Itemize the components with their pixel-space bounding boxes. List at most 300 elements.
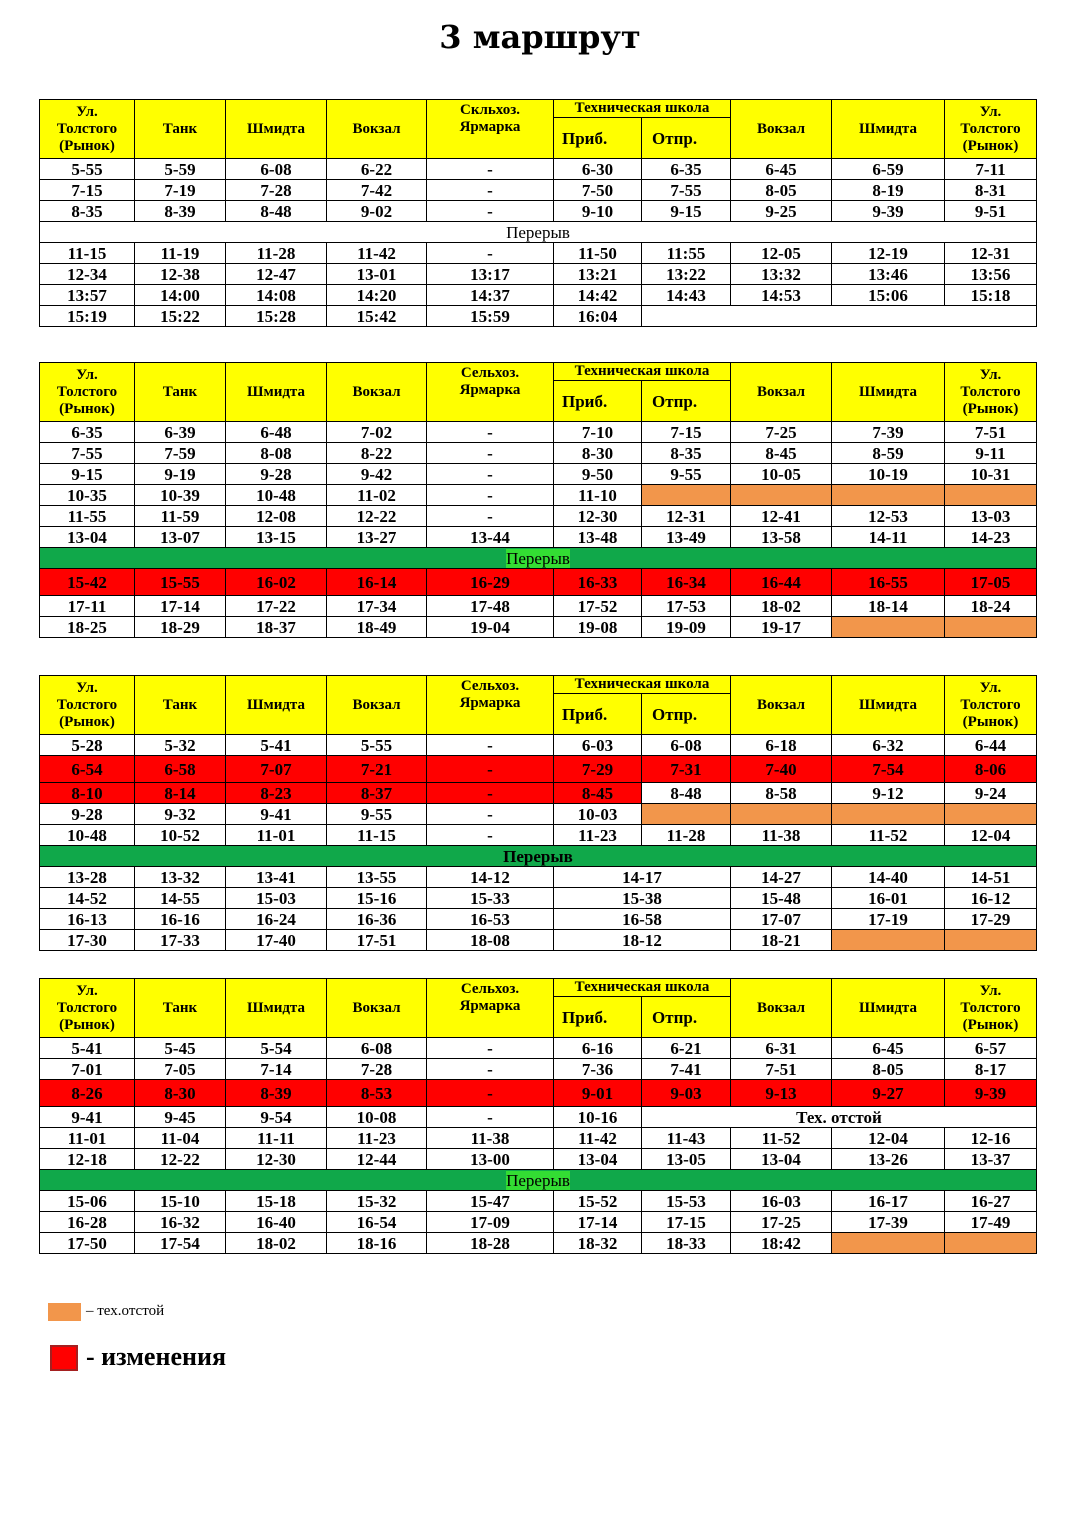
time-cell: -: [427, 756, 554, 783]
time-cell: -: [427, 804, 554, 825]
time-cell: 7-55: [642, 180, 731, 201]
time-cell: 13-15: [226, 527, 327, 548]
time-cell: 18-28: [427, 1233, 554, 1254]
time-cell: 8-48: [226, 201, 327, 222]
time-cell: 17-09: [427, 1212, 554, 1233]
time-cell: 17-14: [135, 596, 226, 617]
time-cell: -: [427, 1038, 554, 1059]
time-cell: 15-06: [40, 1191, 135, 1212]
time-cell: 9-54: [226, 1107, 327, 1128]
table-row: [40, 909, 1037, 930]
time-cell: 11-28: [642, 825, 731, 846]
time-cell: 13-44: [427, 527, 554, 548]
time-cell: 16-53: [427, 909, 554, 930]
time-cell: 7-31: [642, 756, 731, 783]
time-cell: 13:22: [642, 264, 731, 285]
time-cell: -: [427, 201, 554, 222]
time-cell: 16-58: [554, 909, 731, 930]
header-arrival: Приб.: [554, 997, 642, 1038]
table-row: [40, 222, 1037, 243]
time-cell: 10-31: [945, 464, 1037, 485]
time-cell: 17-11: [40, 596, 135, 617]
header-shmidta: Шмидта: [226, 676, 327, 735]
time-cell: 8-30: [135, 1080, 226, 1107]
layover-cell: [832, 1233, 945, 1254]
header-arrival: Приб.: [554, 381, 642, 422]
header-vokzal-return: Вокзал: [731, 676, 832, 735]
time-cell: 5-55: [40, 159, 135, 180]
time-cell: 18:42: [731, 1233, 832, 1254]
time-cell: 9-32: [135, 804, 226, 825]
time-cell: 14-51: [945, 867, 1037, 888]
time-cell: 7-28: [327, 1059, 427, 1080]
time-cell: 11-55: [40, 506, 135, 527]
time-cell: 7-15: [642, 422, 731, 443]
header-tolstogo-end: Ул. Толстого (Рынок): [945, 676, 1037, 735]
table-row: [40, 1107, 1037, 1128]
time-cell: 18-21: [731, 930, 832, 951]
time-cell: 10-35: [40, 485, 135, 506]
time-cell: 9-41: [40, 1107, 135, 1128]
time-cell: 8-06: [945, 756, 1037, 783]
time-cell: 8-19: [832, 180, 945, 201]
time-cell: 11-43: [642, 1128, 731, 1149]
header-arrival: Приб.: [554, 118, 642, 159]
table-row: [40, 1170, 1037, 1191]
time-cell: 18-25: [40, 617, 135, 638]
time-cell: 8-45: [554, 783, 642, 804]
time-cell: 7-54: [832, 756, 945, 783]
table-row: [40, 306, 1037, 327]
time-cell: 8-39: [135, 201, 226, 222]
time-cell: 16-02: [226, 569, 327, 596]
time-cell: -: [427, 1080, 554, 1107]
schedule-table-2: [39, 362, 1037, 638]
table-row: [40, 617, 1037, 638]
time-cell: 15-03: [226, 888, 327, 909]
time-cell: 10-03: [554, 804, 642, 825]
time-cell: 9-51: [945, 201, 1037, 222]
time-cell: 7-28: [226, 180, 327, 201]
table-row: [40, 159, 1037, 180]
time-cell: 12-22: [135, 1149, 226, 1170]
time-cell: 12-04: [832, 1128, 945, 1149]
time-cell: 6-30: [554, 159, 642, 180]
time-cell: 10-05: [731, 464, 832, 485]
time-cell: 7-36: [554, 1059, 642, 1080]
time-cell: 14-12: [427, 867, 554, 888]
time-cell: 5-28: [40, 735, 135, 756]
time-cell: 18-16: [327, 1233, 427, 1254]
time-cell: -: [427, 159, 554, 180]
break-label: Перерыв: [503, 846, 573, 866]
table-row: [40, 180, 1037, 201]
break-label: Перерыв: [506, 548, 570, 568]
time-cell: 17-49: [945, 1212, 1037, 1233]
layover-cell: [945, 930, 1037, 951]
time-cell: 8-23: [226, 783, 327, 804]
legend-layover-label: – тех.отстой: [86, 1303, 165, 1319]
time-cell: 8-35: [40, 201, 135, 222]
time-cell: 11-23: [554, 825, 642, 846]
table-row: [40, 485, 1037, 506]
time-cell: 12-05: [731, 243, 832, 264]
time-cell: 13-32: [135, 867, 226, 888]
layover-cell: [945, 617, 1037, 638]
header-tank: Танк: [135, 363, 226, 422]
time-cell: 15-42: [40, 569, 135, 596]
time-cell: 18-02: [226, 1233, 327, 1254]
header-vokzal-return: Вокзал: [731, 363, 832, 422]
time-cell: 6-08: [226, 159, 327, 180]
header-tolstogo-start: Ул. Толстого (Рынок): [40, 100, 135, 159]
layover-cell: [832, 930, 945, 951]
time-cell: 8-26: [40, 1080, 135, 1107]
time-cell: 8-05: [731, 180, 832, 201]
header-tolstogo-start: Ул. Толстого (Рынок): [40, 363, 135, 422]
time-cell: -: [427, 485, 554, 506]
time-cell: 9-28: [40, 804, 135, 825]
time-cell: 12-19: [832, 243, 945, 264]
time-cell: 16-32: [135, 1212, 226, 1233]
time-cell: 12-18: [40, 1149, 135, 1170]
time-cell: 18-32: [554, 1233, 642, 1254]
layover-cell: [642, 485, 731, 506]
time-cell: 19-09: [642, 617, 731, 638]
time-cell: 8-10: [40, 783, 135, 804]
time-cell: 9-28: [226, 464, 327, 485]
table-row: [40, 506, 1037, 527]
time-cell: 8-35: [642, 443, 731, 464]
table-row: [40, 888, 1037, 909]
time-cell: 9-55: [642, 464, 731, 485]
time-cell: 5-45: [135, 1038, 226, 1059]
time-cell: 17-53: [642, 596, 731, 617]
time-cell: 9-12: [832, 783, 945, 804]
time-cell: 5-59: [135, 159, 226, 180]
table-row: [40, 1059, 1037, 1080]
time-cell: 8-05: [832, 1059, 945, 1080]
time-cell: 13:56: [945, 264, 1037, 285]
header-departure: Отпр.: [642, 381, 731, 422]
layover-cell: [945, 804, 1037, 825]
time-cell: 16-34: [642, 569, 731, 596]
header-shmidta-return: Шмидта: [832, 979, 945, 1038]
time-cell: 7-25: [731, 422, 832, 443]
time-cell: 10-48: [226, 485, 327, 506]
time-cell: 6-45: [731, 159, 832, 180]
time-cell: 14:37: [427, 285, 554, 306]
time-cell: 12-16: [945, 1128, 1037, 1149]
time-cell: 8-58: [731, 783, 832, 804]
time-cell: 15-18: [226, 1191, 327, 1212]
time-cell: 11-23: [327, 1128, 427, 1149]
header-selkhoz: Сельхоз. Ярмарка: [427, 979, 554, 1038]
time-cell: 12-34: [40, 264, 135, 285]
time-cell: 15-52: [554, 1191, 642, 1212]
table-row: [40, 756, 1037, 783]
time-cell: 13-28: [40, 867, 135, 888]
table-row: [40, 285, 1037, 306]
time-cell: 13-07: [135, 527, 226, 548]
time-cell: 12-30: [554, 506, 642, 527]
header-shmidta-return: Шмидта: [832, 676, 945, 735]
time-cell: 7-15: [40, 180, 135, 201]
time-cell: 8-17: [945, 1059, 1037, 1080]
time-cell: 11-52: [731, 1128, 832, 1149]
time-cell: 13-41: [226, 867, 327, 888]
time-cell: 12-47: [226, 264, 327, 285]
layover-cell: [731, 485, 832, 506]
time-cell: 6-45: [832, 1038, 945, 1059]
time-cell: 9-55: [327, 804, 427, 825]
time-cell: 13:46: [832, 264, 945, 285]
break-row: [40, 222, 1037, 243]
time-cell: 8-59: [832, 443, 945, 464]
table-row: [40, 1233, 1037, 1254]
time-cell: 15-53: [642, 1191, 731, 1212]
header-vokzal: Вокзал: [327, 363, 427, 422]
time-cell: 9-15: [642, 201, 731, 222]
time-cell: 11-02: [327, 485, 427, 506]
time-cell: 14:08: [226, 285, 327, 306]
table-row: [40, 1080, 1037, 1107]
time-cell: 5-41: [40, 1038, 135, 1059]
table-row: [40, 804, 1037, 825]
empty-cell: [642, 306, 1037, 327]
time-cell: 7-51: [731, 1059, 832, 1080]
time-cell: 7-51: [945, 422, 1037, 443]
time-cell: 7-29: [554, 756, 642, 783]
header-arrival: Приб.: [554, 694, 642, 735]
time-cell: 6-03: [554, 735, 642, 756]
time-cell: 15-48: [731, 888, 832, 909]
schedule-table-4: [39, 978, 1037, 1254]
header-shmidta: Шмидта: [226, 363, 327, 422]
header-selkhoz: Сельхоз. Ярмарка: [427, 363, 554, 422]
time-cell: 6-57: [945, 1038, 1037, 1059]
time-cell: 17-33: [135, 930, 226, 951]
time-cell: 14-11: [832, 527, 945, 548]
time-cell: 14:42: [554, 285, 642, 306]
header-tech-school: Техническая школа: [554, 363, 731, 381]
time-cell: 11-19: [135, 243, 226, 264]
time-cell: 13-27: [327, 527, 427, 548]
time-cell: 12-44: [327, 1149, 427, 1170]
time-cell: 16-44: [731, 569, 832, 596]
header-departure: Отпр.: [642, 997, 731, 1038]
layover-cell: [832, 485, 945, 506]
table-row: [40, 825, 1037, 846]
time-cell: 9-02: [327, 201, 427, 222]
header-vokzal: Вокзал: [327, 676, 427, 735]
time-cell: 5-32: [135, 735, 226, 756]
time-cell: 14:53: [731, 285, 832, 306]
time-cell: 16-17: [832, 1191, 945, 1212]
time-cell: 15-32: [327, 1191, 427, 1212]
time-cell: 17-30: [40, 930, 135, 951]
time-cell: 12-22: [327, 506, 427, 527]
legend-layover-swatch: [48, 1303, 81, 1321]
time-cell: 6-31: [731, 1038, 832, 1059]
table-row: [40, 1038, 1037, 1059]
time-cell: 7-50: [554, 180, 642, 201]
header-tolstogo-start: Ул. Толстого (Рынок): [40, 979, 135, 1038]
time-cell: 13-04: [40, 527, 135, 548]
header-vokzal: Вокзал: [327, 979, 427, 1038]
time-cell: 14-52: [40, 888, 135, 909]
header-row: [40, 676, 1037, 694]
time-cell: 16-14: [327, 569, 427, 596]
time-cell: -: [427, 443, 554, 464]
layover-text-cell: Тех. отстой: [642, 1107, 1037, 1128]
time-cell: 7-39: [832, 422, 945, 443]
time-cell: 14-17: [554, 867, 731, 888]
time-cell: 8-45: [731, 443, 832, 464]
time-cell: 14:43: [642, 285, 731, 306]
time-cell: 12-53: [832, 506, 945, 527]
time-cell: 5-54: [226, 1038, 327, 1059]
time-cell: 6-39: [135, 422, 226, 443]
table-row: [40, 1149, 1037, 1170]
time-cell: 11-15: [40, 243, 135, 264]
time-cell: 16-55: [832, 569, 945, 596]
time-cell: 15:22: [135, 306, 226, 327]
time-cell: 7-07: [226, 756, 327, 783]
time-cell: 9-01: [554, 1080, 642, 1107]
time-cell: 12-31: [945, 243, 1037, 264]
time-cell: 16-24: [226, 909, 327, 930]
time-cell: 18-29: [135, 617, 226, 638]
header-tolstogo-end: Ул. Толстого (Рынок): [945, 363, 1037, 422]
time-cell: 13-26: [832, 1149, 945, 1170]
time-cell: 6-58: [135, 756, 226, 783]
time-cell: 11-38: [427, 1128, 554, 1149]
time-cell: 15-10: [135, 1191, 226, 1212]
time-cell: 13-03: [945, 506, 1037, 527]
time-cell: 9-13: [731, 1080, 832, 1107]
time-cell: 9-41: [226, 804, 327, 825]
time-cell: 6-32: [832, 735, 945, 756]
time-cell: 12-31: [642, 506, 731, 527]
table-row: [40, 464, 1037, 485]
table-row: [40, 596, 1037, 617]
header-tech-school: Техническая школа: [554, 100, 731, 118]
time-cell: 12-08: [226, 506, 327, 527]
header-shmidta-return: Шмидта: [832, 363, 945, 422]
break-row: [40, 846, 1037, 867]
header-row: [40, 363, 1037, 381]
time-cell: 6-08: [642, 735, 731, 756]
time-cell: 6-08: [327, 1038, 427, 1059]
time-cell: 7-59: [135, 443, 226, 464]
table-row: [40, 548, 1037, 569]
break-row: [40, 548, 1037, 569]
schedule-table-3: [39, 675, 1037, 951]
time-cell: 8-08: [226, 443, 327, 464]
time-cell: 13-58: [731, 527, 832, 548]
time-cell: 9-25: [731, 201, 832, 222]
time-cell: 13-37: [945, 1149, 1037, 1170]
time-cell: 7-55: [40, 443, 135, 464]
time-cell: 17-25: [731, 1212, 832, 1233]
table-row: [40, 201, 1037, 222]
time-cell: 16-03: [731, 1191, 832, 1212]
time-cell: 10-39: [135, 485, 226, 506]
legend-changes-label: - изменения: [86, 1342, 227, 1371]
table-row: [40, 1128, 1037, 1149]
header-tech-school: Техническая школа: [554, 676, 731, 694]
table-row: [40, 1212, 1037, 1233]
time-cell: 8-37: [327, 783, 427, 804]
time-cell: 6-59: [832, 159, 945, 180]
time-cell: 9-39: [832, 201, 945, 222]
header-row: [40, 979, 1037, 997]
time-cell: 16-12: [945, 888, 1037, 909]
time-cell: 17-54: [135, 1233, 226, 1254]
time-cell: 13-55: [327, 867, 427, 888]
header-tolstogo-end: Ул. Толстого (Рынок): [945, 100, 1037, 159]
time-cell: 18-08: [427, 930, 554, 951]
time-cell: 13-00: [427, 1149, 554, 1170]
break-label: Перерыв: [506, 1170, 570, 1190]
time-cell: -: [427, 735, 554, 756]
header-tank: Танк: [135, 676, 226, 735]
time-cell: 17-40: [226, 930, 327, 951]
time-cell: 9-24: [945, 783, 1037, 804]
time-cell: 11-59: [135, 506, 226, 527]
time-cell: 6-54: [40, 756, 135, 783]
time-cell: 16-13: [40, 909, 135, 930]
time-cell: 9-19: [135, 464, 226, 485]
time-cell: 5-55: [327, 735, 427, 756]
time-cell: 12-38: [135, 264, 226, 285]
header-tolstogo-start: Ул. Толстого (Рынок): [40, 676, 135, 735]
time-cell: -: [427, 243, 554, 264]
layover-cell: [731, 804, 832, 825]
time-cell: 16-29: [427, 569, 554, 596]
time-cell: 16-40: [226, 1212, 327, 1233]
layover-cell: [832, 804, 945, 825]
time-cell: 6-35: [642, 159, 731, 180]
time-cell: 18-02: [731, 596, 832, 617]
time-cell: 15:42: [327, 306, 427, 327]
time-cell: 11-15: [327, 825, 427, 846]
time-cell: 17-05: [945, 569, 1037, 596]
header-selkhoz: Сельхоз. Ярмарка: [427, 676, 554, 735]
header-row: [40, 100, 1037, 118]
time-cell: 16-28: [40, 1212, 135, 1233]
time-cell: -: [427, 783, 554, 804]
time-cell: 17-48: [427, 596, 554, 617]
header-tolstogo-end: Ул. Толстого (Рынок): [945, 979, 1037, 1038]
header-vokzal: Вокзал: [327, 100, 427, 159]
time-cell: 13-04: [731, 1149, 832, 1170]
time-cell: 15:18: [945, 285, 1037, 306]
time-cell: 7-02: [327, 422, 427, 443]
time-cell: 18-37: [226, 617, 327, 638]
time-cell: 12-30: [226, 1149, 327, 1170]
time-cell: 13-49: [642, 527, 731, 548]
time-cell: 19-08: [554, 617, 642, 638]
time-cell: 17-29: [945, 909, 1037, 930]
time-cell: 16-36: [327, 909, 427, 930]
time-cell: -: [427, 464, 554, 485]
time-cell: 6-21: [642, 1038, 731, 1059]
header-vokzal-return: Вокзал: [731, 100, 832, 159]
time-cell: 6-48: [226, 422, 327, 443]
time-cell: 16-27: [945, 1191, 1037, 1212]
